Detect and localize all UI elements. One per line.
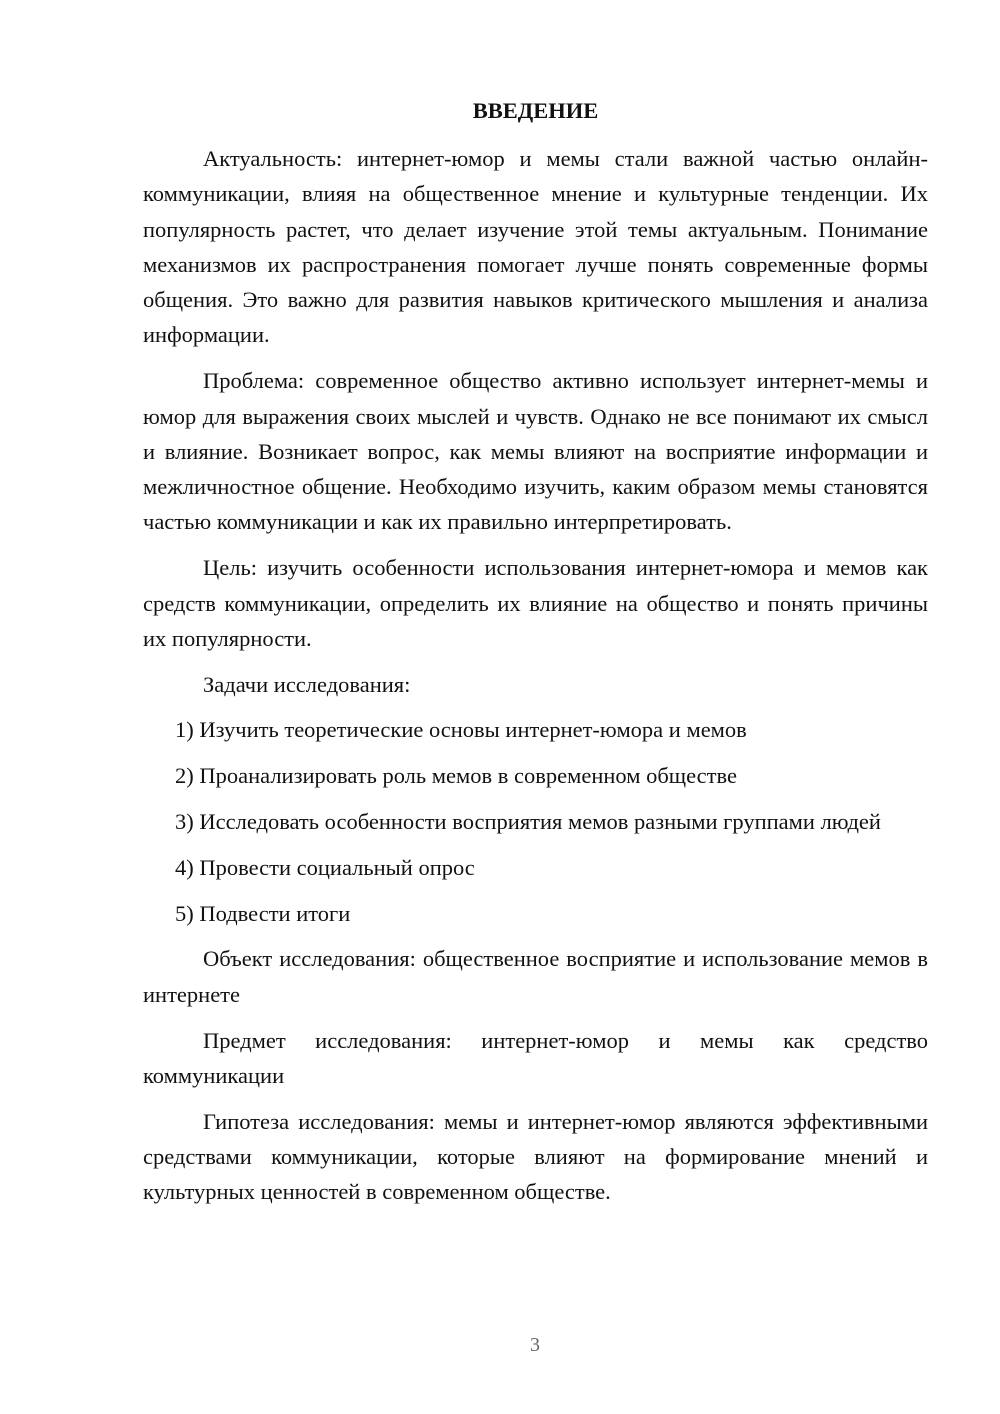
hypothesis-paragraph: Гипотеза исследования: мемы и интернет-юмор являются эффективными средствами коммуникации, которые влияют на формирование мнений и культурных ценностей в современном обществе. xyxy=(143,1108,928,1205)
subject-paragraph: Предмет исследования: интернет-юмор и мемы как средство коммуникации xyxy=(143,1027,928,1088)
task-item-4: 4) Провести социальный опрос xyxy=(175,854,475,880)
page-number: 3 xyxy=(530,1334,540,1356)
problem-paragraph: Проблема: современное общество активно использует интернет-мемы и юмор для выражения своих мыслей и чувств. Однако не все понимают их смысл и влияние. Возникает вопрос, как мемы влияют на восприятие информации и межличностное общение. Необходимо изучить, каким образом мемы становятся частью коммуникации и как их правильно интерпретировать. xyxy=(143,368,928,535)
goal-paragraph: Цель: изучить особенности использования интернет-юмора и мемов как средств коммуникации, определить их влияние на общество и понять причины их популярности. xyxy=(143,555,928,651)
task-item-2: 2) Проанализировать роль мемов в современном обществе xyxy=(175,763,737,789)
page-content xyxy=(143,93,928,1220)
tasks-heading: Задачи исследования: xyxy=(203,671,411,697)
task-item-1: 1) Изучить теоретические основы интернет-юмора и мемов xyxy=(175,717,747,743)
section-title: ВВЕДЕНИЕ xyxy=(472,98,599,123)
task-item-5: 5) Подвести итоги xyxy=(175,900,351,926)
relevance-paragraph: Актуальность: интернет-юмор и мемы стали важной частью онлайн-коммуникации, влияя на общественное мнение и культурные тенденции. Их популярность растет, что делает изучение этой темы актуальным. Понимание механизмов их распространения помогает лучше понять современные формы общения. Это важно для развития навыков критического мышления и анализа информации. xyxy=(143,146,928,348)
task-item-3: 3) Исследовать особенности восприятия мемов разными группами людей xyxy=(175,809,881,835)
object-paragraph: Объект исследования: общественное восприятие и использование мемов в интернете xyxy=(143,946,928,1007)
